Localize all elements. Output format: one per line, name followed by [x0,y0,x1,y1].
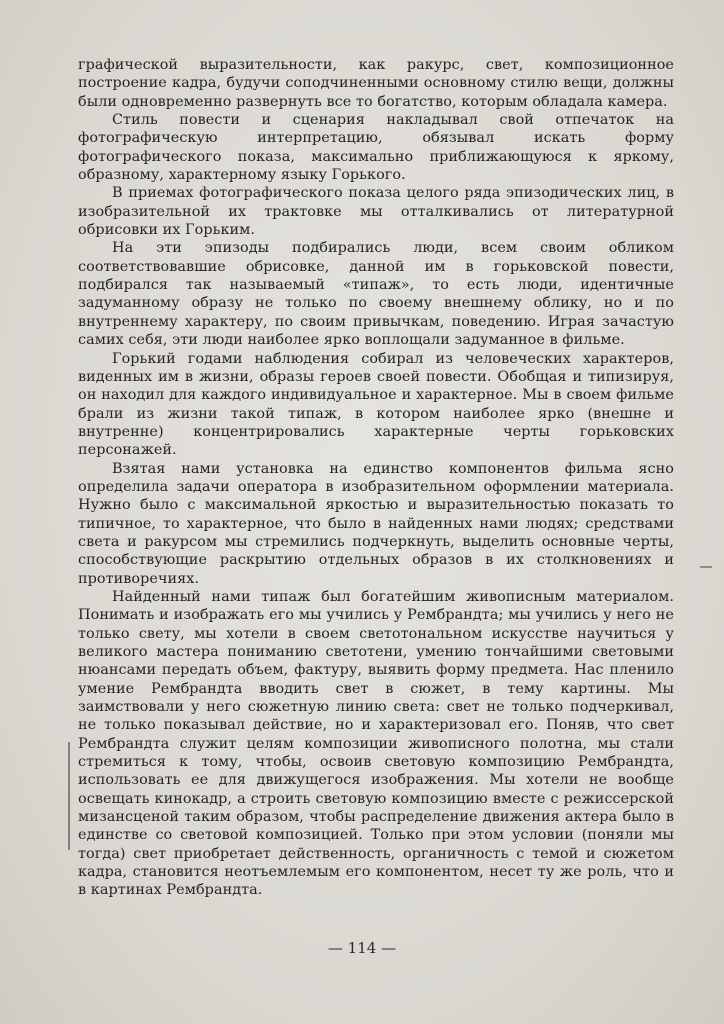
paragraph-6: Взятая нами установка на единство компонентов фильма ясно определила задачи оператора в изобразительном оформлении материала. Нужно было с максимальной яркостью и выразительностью показать то типичное, то характерное, что было в найденных нами людях; средствами света и ракурсом мы стремились подчеркнуть, выделить основные черты, способствующие раскрытию отдельных образов в их столкновениях и противоречиях. [78,460,674,587]
paragraph-3: В приемах фотографического показа целого ряда эпизодических лиц, в изобразительной их трактовке мы отталкивались от литературной обрисовки их Горьким. [78,185,674,239]
paragraph-1: графической выразительности, как ракурс, свет, композиционное построение кадра, будучи соподчиненными основному стилю вещи, должны были одновременно развернуть все то богатство, которым обладала камера. [78,57,674,110]
paragraph-5: Горький годами наблюдения собирал из человеческих характеров, виденных им в жизни, образы героев своей повести. Обобщая и типизируя, он находил для каждого индивидуальное и характерное. Мы в своем фильме брали из жизни такой типаж, в котором наиболее ярко (внешне и внутренне) концентрировались характерные черты горьковских персонажей. [78,350,674,459]
body-text [78,56,674,900]
paragraph-7: Найденный нами типаж был богатейшим живописным материалом. Понимать и изображать его мы учились у Рембрандта; мы учились у него не только свету, мы хотели в своем светотональном искусстве научиться у великого мастера пониманию светотени, умению тончайшими световыми нюансами передать объем, фактуру, выявить форму предмета. Нас пленило умение Рембрандта вводить свет в сюжет, в тему картины. Мы заимствовали у него сюжетную линию света: свет не только подчеркивал, не только показывал действие, но и характеризовал его. Поняв, что свет Рембрандта служит целям композиции живописного полотна, мы стали стремиться к тому, чтобы, освоив световую композицию Рембрандта, использовать ее для движущегося изображения. Мы хотели не вообще освещать кинокадр, а строить световую композицию вместе с режиссерской мизансценой таким образом, чтобы распределение движения актера было в единстве со световой композицией. Только при этом условии (поняли мы тогда) свет приобретает действенность, органичность с темой и сюжетом кадра, становится неотъемлемым его компонентом, несет ту же роль, что и в картинах Рембрандта. [78,588,674,899]
edge-tick-mark [700,566,712,568]
paragraph-4: На эти эпизоды подбирались люди, всем своим обликом соответствовавшие обрисовке, данной им в горьковской повести, подбирался так называемый «типаж», то есть люди, идентичные задуманному образу не только по своему внешнему облику, но и по внутреннему характеру, по своим привычкам, поведению. Играя зачастую самих себя, эти люди наиболее ярко воплощали задуманное в фильме. [78,240,674,349]
margin-pencil-mark [68,742,70,850]
page-number: — 114 — [327,939,397,957]
paragraph-2: Стиль повести и сценария накладывал свой отпечаток на фотографическую интерпретацию, обязывал искать форму фотографического показа, максимально приближающуюся к яркому, образному, характерному языку Горького. [78,112,674,184]
